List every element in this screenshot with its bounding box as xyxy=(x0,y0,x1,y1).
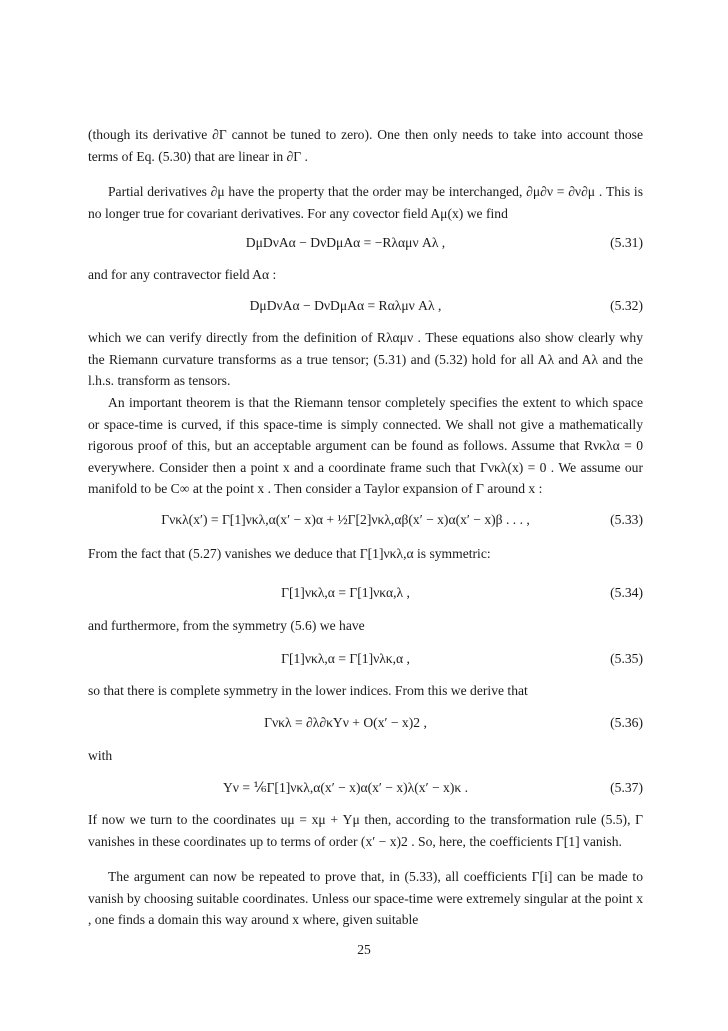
equation-5-32-number: (5.32) xyxy=(610,298,643,313)
paragraph-7: and furthermore, from the symmetry (5.6) we have xyxy=(88,618,365,633)
equation-5-33-number: (5.33) xyxy=(610,512,643,527)
equation-5-37-number: (5.37) xyxy=(610,780,643,795)
paragraph-10: If now we turn to the coordinates uμ = xμ + Yμ then, according to the transformation rule (5.5), Γ vanishes in these coordinates up to terms of order (x′ − x)2 . So, here, the coefficients Γ[1] vanish. xyxy=(88,812,643,849)
equation-5-37 xyxy=(88,778,643,802)
equation-5-32-body: DμDνAα − DνDμAα = Rαλμν Aλ , xyxy=(249,298,442,313)
equation-5-36-number: (5.36) xyxy=(610,715,643,730)
equation-5-33-body: Γνκλ(x′) = Γ[1]νκλ,α(x′ − x)α + ½Γ[2]νκλ,αβ(x′ − x)α(x′ − x)β . . . , xyxy=(161,512,530,527)
paragraph-3: and for any contravector field Aα : xyxy=(88,267,277,282)
paragraph-11: The argument can now be repeated to prove that, in (5.33), all coefficients Γ[i] can be made to vanish by choosing suitable coordinates. Unless our space-time were extremely singular at the point x , one finds a domain this way around x where, given suitable xyxy=(88,869,643,928)
equation-5-34-body: Γ[1]νκλ,α = Γ[1]νκα,λ , xyxy=(281,585,410,600)
equation-5-31-body: DμDνAα − DνDμAα = −Rλαμν Aλ , xyxy=(245,235,446,250)
equation-5-34-number: (5.34) xyxy=(610,585,643,600)
equation-5-35-body: Γ[1]νκλ,α = Γ[1]νλκ,α , xyxy=(281,651,410,666)
paragraph-9: with xyxy=(88,748,113,763)
paragraph-2: Partial derivatives ∂μ have the property that the order may be interchanged, ∂μ∂ν = ∂ν∂μ . This is no longer true for covariant derivatives. For any covector field Aμ(x) we find xyxy=(88,184,643,221)
equation-5-32 xyxy=(88,296,643,320)
equation-5-35 xyxy=(88,649,643,673)
equation-5-37-body: Yν = ⅙Γ[1]νκλ,α(x′ − x)α(x′ − x)λ(x′ − x)κ . xyxy=(222,780,469,795)
equation-5-31-number: (5.31) xyxy=(610,235,643,250)
paragraph-6: From the fact that (5.27) vanishes we deduce that Γ[1]νκλ,α is symmetric: xyxy=(88,546,491,561)
equation-5-36 xyxy=(88,713,643,737)
equation-5-34 xyxy=(88,583,643,607)
equation-5-33 xyxy=(88,510,643,534)
paragraph-5: An important theorem is that the Riemann tensor completely specifies the extent to which space or space-time is curved, if this space-time is simply connected. We shall not give a mathematically rigorous proof of this, but an acceptable argument can be found as follows. Assume that Rνκλα = 0 everywhere. Consider then a point x and a coordinate frame such that Γνκλ(x) = 0 . We assume our manifold to be C∞ at the point x . Then consider a Taylor expansion of Γ around x : xyxy=(88,395,643,497)
equation-5-31 xyxy=(88,233,643,257)
paragraph-8: so that there is complete symmetry in the lower indices. From this we derive that xyxy=(88,683,528,698)
page-number: 25 xyxy=(357,942,371,957)
paragraph-1: (though its derivative ∂Γ cannot be tuned to zero). One then only needs to take into account those terms of Eq. (5.30) that are linear in ∂Γ . xyxy=(88,127,643,164)
equation-5-36-body: Γνκλ = ∂λ∂κYν + O(x′ − x)2 , xyxy=(264,715,427,730)
equation-5-35-number: (5.35) xyxy=(610,651,643,666)
paragraph-4: which we can verify directly from the definition of Rλαμν . These equations also show clearly why the Riemann curvature transforms as a true tensor; (5.31) and (5.32) hold for all Aλ and Aλ and the l.h.s. transform as tensors. xyxy=(88,330,643,389)
